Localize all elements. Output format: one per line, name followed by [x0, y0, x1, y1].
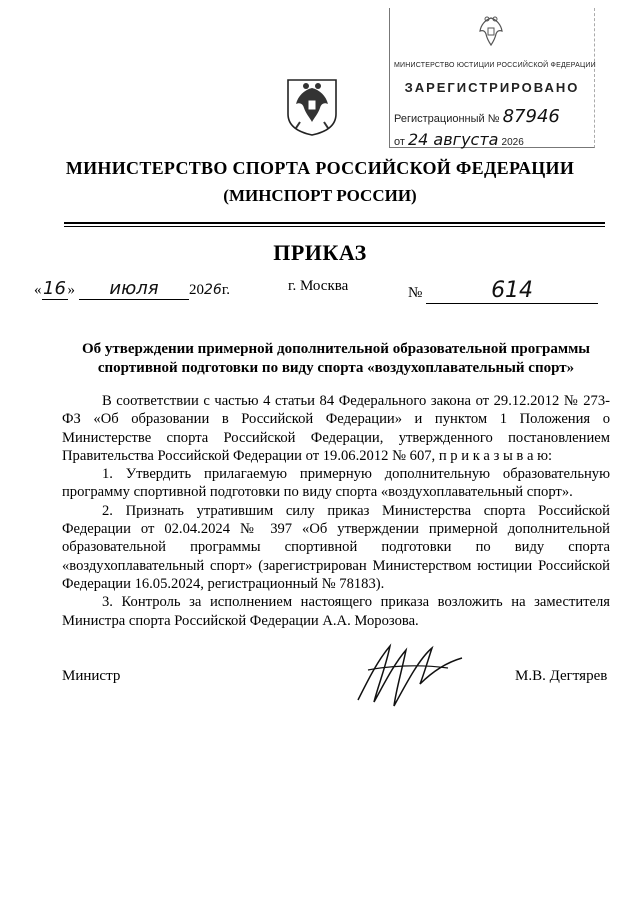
order-body — [62, 392, 610, 630]
header-rule-thin — [64, 226, 605, 227]
order-year-suffix: 26 — [204, 282, 222, 298]
order-date — [34, 278, 230, 300]
order-day: 16 — [43, 278, 66, 299]
stamp-emblem-icon — [474, 14, 508, 54]
order-number: 614 — [426, 278, 598, 304]
order-city: г. Москва — [288, 278, 349, 294]
order-number-block — [408, 278, 598, 304]
header-rule — [64, 222, 605, 224]
stamp-org: МИНИСТЕРСТВО ЮСТИЦИИ РОССИЙСКОЙ ФЕДЕРАЦИИ — [394, 62, 596, 69]
stamp-date-year: 2026 — [501, 137, 524, 148]
ministry-short-name: (МИНСПОРТ РОССИИ) — [223, 186, 417, 205]
stamp-date-line — [394, 130, 590, 149]
order-open-quote: « — [34, 282, 42, 298]
document-title: ПРИКАЗ — [273, 240, 367, 265]
stamp-date-prefix: от — [394, 136, 405, 148]
ministry-name: МИНИСТЕРСТВО СПОРТА РОССИЙСКОЙ ФЕДЕРАЦИИ — [65, 158, 575, 178]
stamp-registered: ЗАРЕГИСТРИРОВАНО — [404, 80, 580, 95]
registration-stamp — [389, 8, 595, 148]
stamp-reg-number-line — [394, 106, 590, 127]
preamble-paragraph: В соответствии с частью 4 статьи 84 Федерального закона от 29.12.2012 № 273-ФЗ «Об образовании в Российской Федерации» и пунктом 1 Положения о Министерстве спорта Российской Федерации, утвержденного постановлением Правительства Российской Федерации от 19.06.2012 № 607, п р и к а з ы в а ю: — [62, 393, 610, 464]
stamp-reg-number: 87946 — [502, 106, 560, 127]
signer-role: Министр — [62, 668, 121, 684]
order-number-label: № — [408, 285, 423, 301]
order-subject: Об утверждении примерной дополнительной образовательной программы спортивной подготовки по виду спорта «воздухоплавательный спорт» — [81, 341, 591, 376]
stamp-date-handwritten: 24 августа — [407, 130, 499, 149]
order-close-quote: » — [67, 282, 75, 298]
clause-1: 1. Утвердить прилагаемую примерную дополнительную образовательную программу спортивной подготовки по виду спорта «воздухоплавательный спорт». — [62, 466, 610, 501]
clause-2: 2. Признать утратившим силу приказ Министерства спорта Российской Федерации от 02.04.2024 № 397 «Об утверждении примерной дополнительной образовательной программы спортивной подготовки по виду спорта «воздухоплавательный спорт» (зарегистрирован Министерством юстиции Российской Федерации 16.05.2024, регистрационный № 78183). — [62, 502, 610, 592]
clause-3: 3. Контроль за исполнением настоящего приказа возложить на заместителя Министра спорта Российской Федерации А.А. Морозова. — [62, 594, 610, 629]
order-year-prefix: 20 — [189, 282, 204, 298]
stamp-reg-label: Регистрационный № — [394, 113, 500, 125]
handwritten-signature — [348, 640, 468, 710]
signer-name: М.В. Дегтярев — [515, 668, 608, 684]
order-year-mark: г. — [221, 282, 231, 298]
state-emblem-icon — [284, 74, 340, 136]
order-month: июля — [79, 278, 189, 300]
